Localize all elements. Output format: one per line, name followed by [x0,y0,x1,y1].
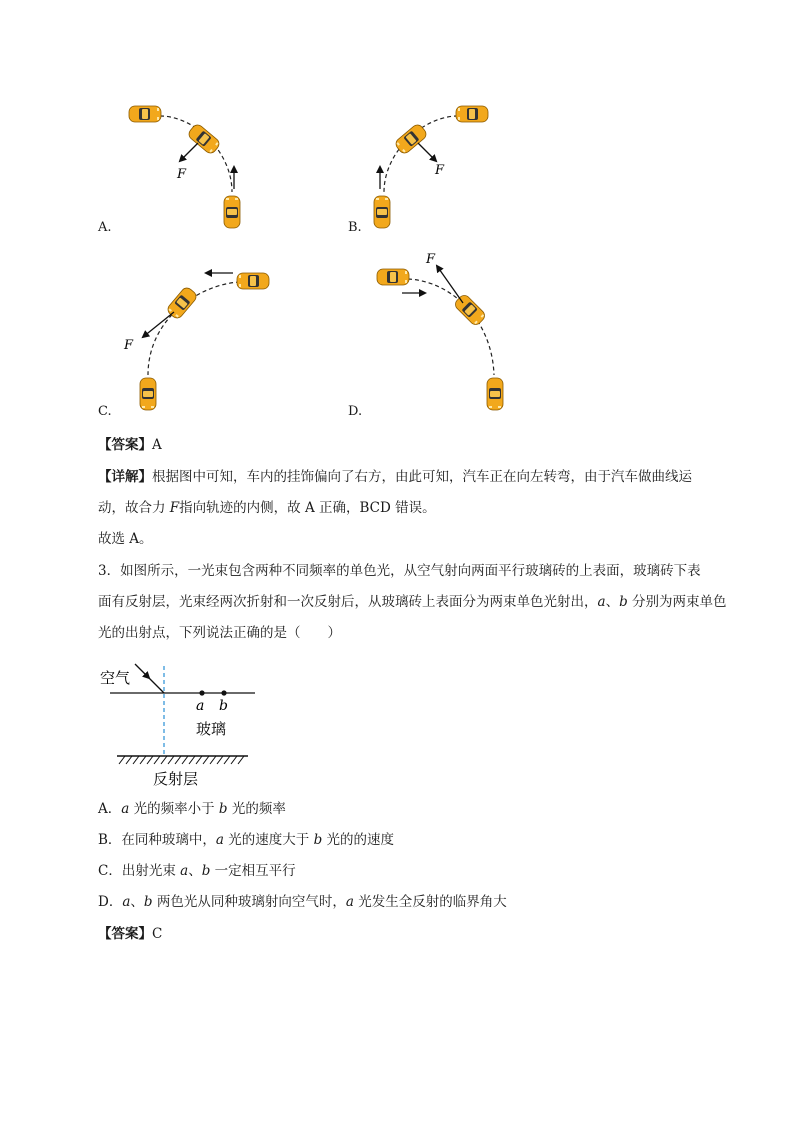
figure-d [377,252,503,410]
answer-tag: 【答案】 [98,926,152,942]
q2-detail-line1 [98,463,692,492]
point-b [221,690,226,695]
figure-b [374,106,488,228]
q2-conclusion: 故选 A。 [98,531,153,547]
glass-diagram [95,660,265,790]
car-icon [187,123,222,156]
q3-stem-line3: 光的出射点，下列说法正确的是（ ） [98,625,341,641]
car-figures [0,0,794,440]
reflect-label: 反射层 [153,770,199,788]
answer-value: C [152,926,163,942]
option-c-label: C. [98,404,112,419]
incident-ray [147,676,164,693]
car-icon [140,378,156,410]
figure-c [123,273,269,410]
q2-answer [98,431,162,460]
detail-text: 指向轨迹的内侧，故 A 正确，BCD 错误。 [179,500,436,516]
symbol-b: b [619,594,628,610]
option-b-label: B. [348,220,362,235]
force-arrow [180,143,198,161]
force-label: F [435,163,445,178]
stem-text: 、 [605,594,620,610]
q3-option-d: D．a、b 两色光从同种玻璃射向空气时，a 光发生全反射的临界角大 [98,894,507,910]
incident-ray [135,664,149,678]
force-arrow [418,143,436,161]
stem-text: 分别为两束单色 [627,594,727,610]
detail-tag: 【详解】 [98,469,152,485]
q3-answer [98,920,162,949]
force-label: F [177,167,187,182]
detail-text: 根据图中可知，车内的挂饰偏向了右方，由此可知，汽车正在向左转弯，由于汽车做曲线运 [152,469,692,485]
point-a [199,690,204,695]
car-icon [224,196,240,228]
hatching [119,756,244,764]
glass-label: 玻璃 [196,720,227,738]
car-icon [237,273,269,289]
stem-text: 面有反射层，光束经两次折射和一次反射后，从玻璃砖上表面分为两束单色光射出， [98,594,598,610]
car-icon [377,269,409,285]
force-label: F [426,252,436,267]
point-b-label: b [219,698,228,714]
q3-option-a: A．a 光的频率小于 b 光的频率 [98,801,286,817]
q3-option-b: B．在同种玻璃中，a 光的速度大于 b 光的的速度 [98,832,395,848]
option-d-label: D. [348,404,363,419]
force-arrow [437,266,463,303]
q3-stem-line1: 3．如图所示，一光束包含两种不同频率的单色光，从空气射向两面平行玻璃砖的上表面，玻璃砖下表 [98,563,701,579]
car-icon [487,378,503,410]
car-icon [456,106,488,122]
q3-option-c: C．出射光束 a、b 一定相互平行 [98,863,296,879]
force-symbol: F [169,500,180,516]
symbol-a: a [597,594,606,610]
option-a-label: A. [98,220,112,235]
car-icon [453,293,487,327]
answer-value: A [152,437,162,453]
air-label: 空气 [100,669,131,687]
point-a-label: a [196,698,205,714]
q3-stem-line2 [98,588,727,617]
car-icon [129,106,161,122]
car-icon [374,196,390,228]
figure-a [129,106,240,228]
q2-detail-line2 [98,494,436,523]
detail-text: 动，故合力 [98,500,170,516]
answer-tag: 【答案】 [98,437,152,453]
force-label: F [124,338,134,353]
